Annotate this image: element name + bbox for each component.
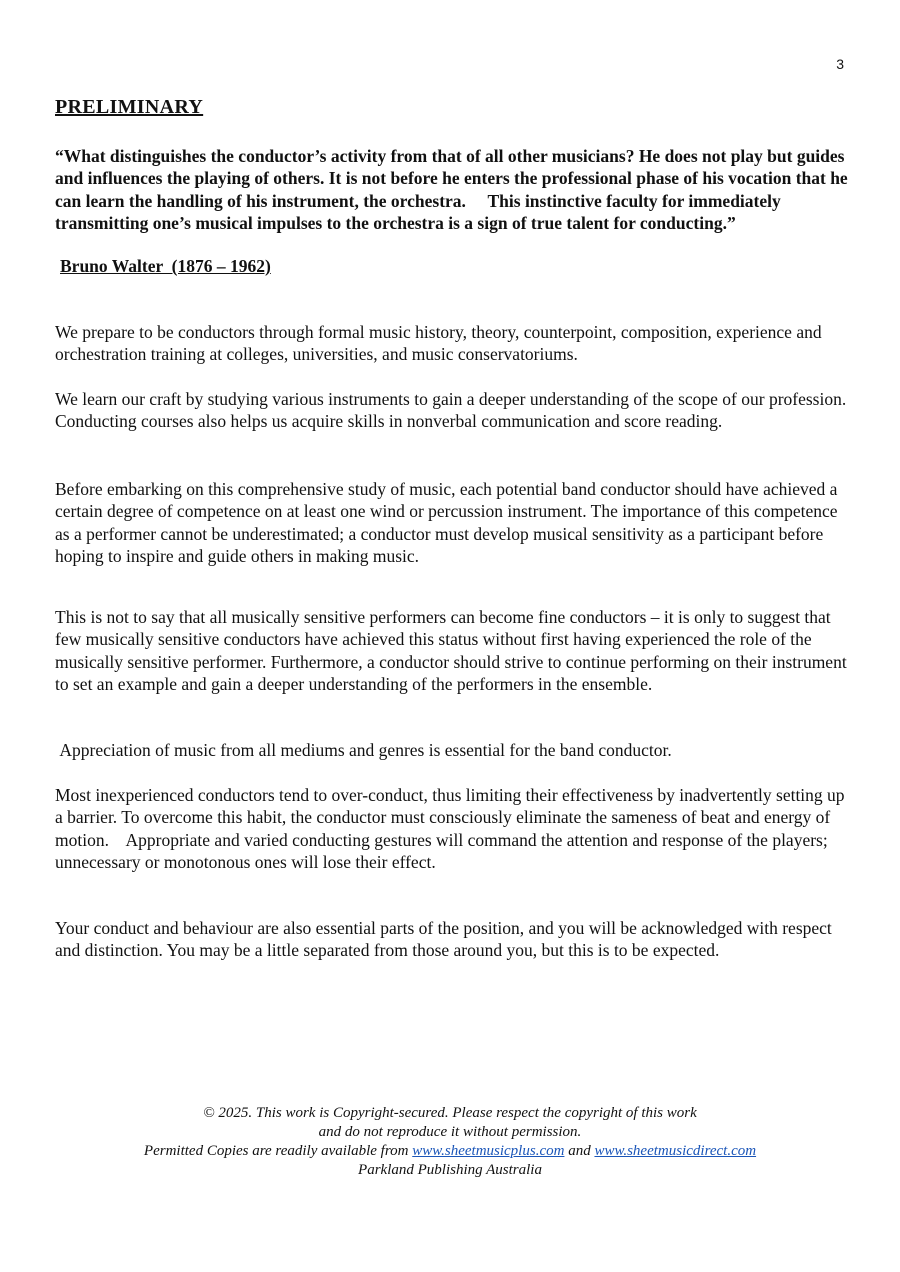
paragraph-3: Before embarking on this comprehensive study of music, each potential band conductor should have achieved a certain degree of competence on at least one wind or percussion instrument. The importance of this competence as a performer cannot be underestimated; a conductor must develop musical sensitivity as a participant before hoping to inspire and guide others in making music. — [55, 479, 838, 566]
paragraph-1: We prepare to be conductors through formal music history, theory, counterpoint, composition, experience and orchestration training at colleges, universities, and music conservatoriums. — [55, 322, 822, 365]
permitted-copies-line — [0, 1142, 900, 1161]
footer — [0, 1104, 900, 1180]
paragraph-2: We learn our craft by studying various instruments to gain a deeper understanding of the scope of our profession. Conducting courses also helps us acquire skills in nonverbal communication and score reading. — [55, 389, 847, 432]
quote-text: “What distinguishes the conductor’s activity from that of all other musicians? He does not play but guides and influences the playing of others. It is not before he enters the professional phase of his vocation that he can learn the handling of his instrument, the orchestra. This instinctive faculty for immediately transmitting one’s musical impulses to the orchestra is a sign of true talent for conducting.” — [55, 146, 853, 233]
sheetmusicdirect-link[interactable]: www.sheetmusicdirect.com — [594, 1143, 757, 1159]
page-number: 3 — [836, 56, 844, 72]
copyright-line-1: © 2025. This work is Copyright-secured. Please respect the copyright of this work — [203, 1105, 697, 1121]
paragraph-7: Your conduct and behaviour are also essential parts of the position, and you will be acknowledged with respect and distinction. You may be a little separated from those around you, but this is to be expected. — [55, 918, 832, 961]
sheetmusicplus-link[interactable]: www.sheetmusicplus.com — [412, 1143, 565, 1159]
quote-attribution: Bruno Walter (1876 – 1962) — [60, 256, 271, 276]
publisher-name: Parkland Publishing Australia — [358, 1162, 542, 1178]
and-text: and — [564, 1143, 595, 1159]
paragraph-6: Most inexperienced conductors tend to over-conduct, thus limiting their effectiveness by inadvertently setting up a barrier. To overcome this habit, the conductor must consciously eliminate the sameness of beat and energy of motion. Appropriate and varied conducting gestures will command the attention and response of the players; unnecessary or monotonous ones will lose their effect. — [55, 785, 849, 872]
page-title: PRELIMINARY — [55, 96, 204, 118]
permitted-prefix: Permitted Copies are readily available from — [143, 1143, 413, 1159]
paragraph-5: Appreciation of music from all mediums and genres is essential for the band conductor. — [55, 740, 672, 760]
copyright-line-2: and do not reproduce it without permission. — [318, 1124, 582, 1140]
paragraph-4: This is not to say that all musically sensitive performers can become fine conductors – it is only to suggest that few musically sensitive conductors have achieved this status without first having experienced the role of the musically sensitive performer. Furthermore, a conductor should strive to continue performing on their instrument to set an example and gain a deeper understanding of the performers in the ensemble. — [55, 607, 847, 694]
